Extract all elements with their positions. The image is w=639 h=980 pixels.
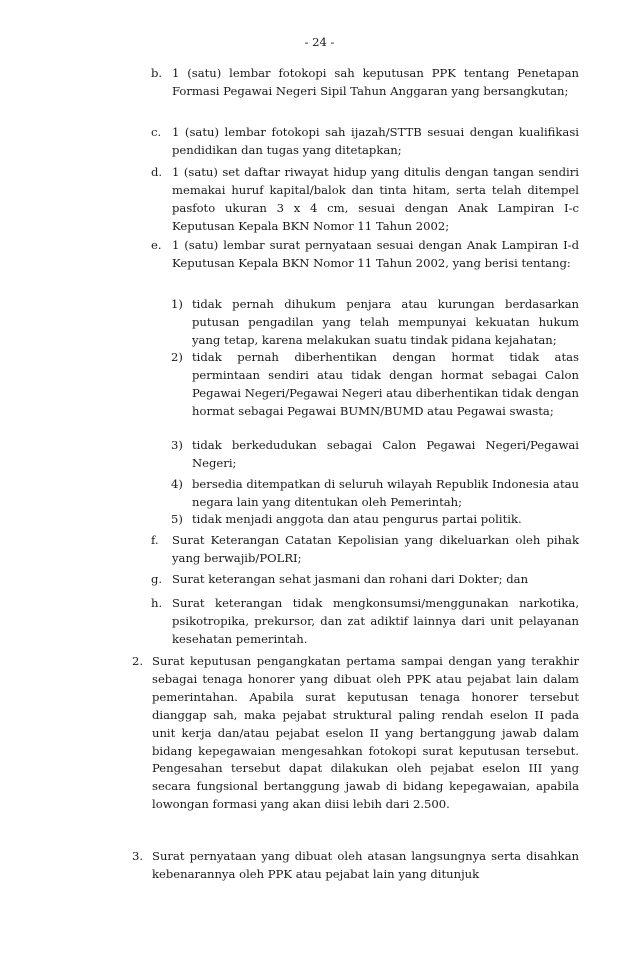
- list-item-text: 1 (satu) lembar surat pernyataan sesuai dengan Anak Lampiran I-d Keputusan Kepala BKN Nomor 11 Tahun 2002, yang berisi tentang:: [172, 238, 579, 270]
- list-marker: b.: [151, 66, 163, 80]
- list-marker: g.: [151, 572, 163, 586]
- list-marker: c.: [151, 125, 162, 139]
- list-item-text: 1 (satu) lembar fotokopi sah ijazah/STTB sesuai dengan kualifikasi pendidikan dan tugas yang ditetapkan;: [172, 125, 579, 157]
- list-marker: d.: [151, 165, 163, 179]
- list-marker: 3): [171, 438, 183, 452]
- list-item-text: tidak berkedudukan sebagai Calon Pegawai Negeri/Pegawai Negeri;: [192, 438, 579, 470]
- list-item-f: [151, 532, 579, 568]
- sub-item-2: [171, 349, 579, 421]
- list-item-c: [151, 124, 579, 160]
- list-marker: f.: [151, 533, 159, 547]
- list-marker: 5): [171, 512, 183, 526]
- list-item-text: Surat keterangan tidak mengkonsumsi/menggunakan narkotika, psikotropika, prekursor, dan zat adiktif lainnya dari unit pelayanan kesehatan pemerintah.: [172, 596, 579, 646]
- list-item-text: Surat keputusan pengangkatan pertama sampai dengan yang terakhir sebagai tenaga honorer yang dibuat oleh PPK atau pejabat lain dalam pemerintahan. Apabila surat keputusan tenaga honorer tersebut dianggap sah, maka pejabat struktural paling rendah eselon II pada unit kerja dan/atau pejabat eselon II yang bertanggung jawab dalam bidang kepegawaian mengesahkan fotokopi surat keputusan tersebut. Pengesahan tersebut dapat dilakukan oleh pejabat eselon III yang secara fungsional bertanggung jawab di bidang kepegawaian, apabila lowongan formasi yang akan diisi lebih dari 2.500.: [152, 654, 579, 812]
- page-number: - 24 -: [304, 35, 335, 49]
- list-marker: h.: [151, 596, 163, 610]
- list-marker: 1): [171, 297, 183, 311]
- sub-item-1: [171, 296, 579, 350]
- list-marker: e.: [151, 238, 162, 252]
- list-item-text: Surat keterangan sehat jasmani dan rohani dari Dokter; dan: [172, 572, 529, 586]
- list-marker: 2): [171, 350, 183, 364]
- list-item-text: tidak pernah diberhentikan dengan hormat tidak atas permintaan sendiri atau tidak dengan hormat sebagai Calon Pegawai Negeri/Pegawai Negeri atau diberhentikan tidak dengan hormat sebagai Pegawai BUMN/BUMD atau Pegawai swasta;: [192, 350, 579, 418]
- list-item-text: Surat Keterangan Catatan Kepolisian yang dikeluarkan oleh pihak yang berwajib/POLRI;: [172, 533, 579, 565]
- list-item-text: tidak pernah dihukum penjara atau kurungan berdasarkan putusan pengadilan yang telah mempunyai kekuatan hukum yang tetap, karena melakukan suatu tindak pidana kejahatan;: [192, 297, 579, 347]
- list-marker: 3.: [132, 849, 144, 863]
- list-item-b: [151, 65, 579, 101]
- list-item-text: tidak menjadi anggota dan atau pengurus partai politik.: [192, 512, 522, 526]
- list-item-g: [151, 571, 579, 589]
- sub-item-4: [171, 476, 579, 512]
- list-marker: 4): [171, 477, 183, 491]
- list-item-text: Surat pernyataan yang dibuat oleh atasan langsungnya serta disahkan kebenarannya oleh PPK atau pejabat lain yang ditunjuk: [152, 849, 579, 881]
- list-item-e: [151, 237, 579, 273]
- list-marker: 2.: [132, 654, 144, 668]
- list-item-h: [151, 595, 579, 649]
- sub-item-5: [171, 511, 579, 529]
- sub-item-3: [171, 437, 579, 473]
- list-item-d: [151, 164, 579, 236]
- numbered-item-2: [132, 653, 579, 814]
- list-item-text: bersedia ditempatkan di seluruh wilayah Republik Indonesia atau negara lain yang ditentukan oleh Pemerintah;: [192, 477, 579, 509]
- list-item-text: 1 (satu) lembar fotokopi sah keputusan PPK tentang Penetapan Formasi Pegawai Negeri Sipil Tahun Anggaran yang bersangkutan;: [172, 66, 579, 98]
- list-item-text: 1 (satu) set daftar riwayat hidup yang ditulis dengan tangan sendiri memakai huruf kapital/balok dan tinta hitam, serta telah ditempel pasfoto ukuran 3 x 4 cm, sesuai dengan Anak Lampiran I-c Keputusan Kepala BKN Nomor 11 Tahun 2002;: [172, 165, 579, 233]
- numbered-item-3: [132, 848, 579, 884]
